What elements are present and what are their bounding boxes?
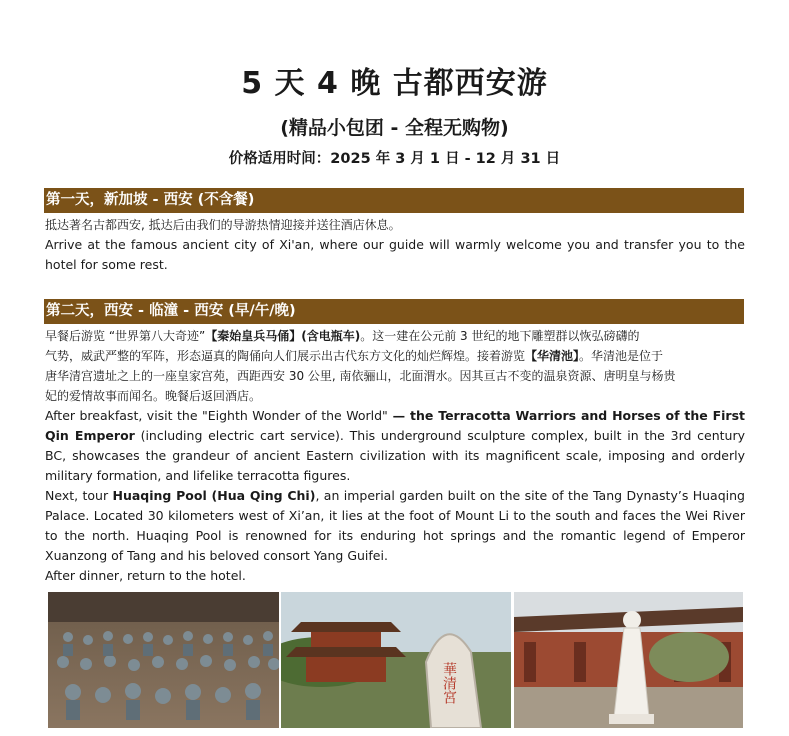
day2-body: [45, 326, 745, 586]
day2-cn-line-4: 妃的爱情故事而闻名。晚餐后返回酒店。: [45, 389, 262, 403]
stone-inscription: 華清宮: [441, 662, 457, 704]
day1-heading: 第一天，新加坡 - 西安 (不含餐): [44, 188, 744, 213]
day2-en-paragraph-2: Next, tour Huaqing Pool (Hua Qing Chi), an imperial garden built on the site of the Tang Dynasty’s Huaqing Palace. Located 30 kilometers west of Xi’an, it lies at the foot of Mount Li to the south and faces the Wei River to the north. Huaqing Pool is renowned for its enduring hot springs and the romantic legend of Emperor Xuanzong of Tang and his beloved consort Yang Guifei.: [45, 488, 745, 563]
day1-en-text: Arrive at the famous ancient city of Xi'an, where our guide will warmly welcome you and transfer you to the hotel for some rest.: [45, 237, 745, 272]
terracotta-army-photo: [48, 592, 279, 728]
day1-body: [45, 215, 745, 275]
photo-strip: [48, 592, 743, 728]
terracotta-highlight: 【秦始皇兵马俑】(含电瓶车): [205, 329, 361, 343]
huaqing-highlight: 【华清池】: [525, 349, 580, 363]
day2-cn-line-2: 气势，威武严整的军阵，形态逼真的陶俑向人们展示出古代东方文化的灿烂辉煌。接着游览【华清池】。华清池是位于: [45, 349, 664, 363]
day2-cn-line-1: 早餐后游览 “世界第八大奇迹”【秦始皇兵马俑】(含电瓶车)。这一建在公元前 3 世纪的地下雕塑群以恢弘磅礴的: [45, 329, 640, 343]
document-subtitle: (精品小包团 - 全程无购物): [280, 117, 509, 139]
price-validity-period: 价格适用时间：2025 年 3 月 1 日 - 12 月 31 日: [228, 151, 561, 167]
day2-cn-line-3: 唐华清宫遗址之上的一座皇家宫苑，西距西安 30 公里, 南依骊山，北面渭水。因其亘古不变的温泉资源、唐明皇与杨贵: [45, 369, 676, 383]
yang-guifei-statue-photo: [514, 592, 743, 728]
document-title: 5 天 4 晚 古都西安游: [241, 66, 548, 101]
huaqing-palace-photo: [281, 592, 511, 728]
day2-en-paragraph-3: After dinner, return to the hotel.: [45, 568, 246, 583]
day1-cn-text: 抵达著名古都西安, 抵达后由我们的导游热情迎接并送往酒店休息。: [45, 218, 401, 232]
day2-heading: 第二天，西安 - 临潼 - 西安 (早/午/晚): [44, 299, 744, 324]
day2-en-paragraph-1: After breakfast, visit the "Eighth Wonder of the World" — the Terracotta Warriors and Horses of the First Qin Emperor (including electric cart service). This underground sculpture complex, built in the 3rd century BC, showcases the grandeur of ancient Eastern civilization with its magnificent scale, imposing and orderly military formation, and lifelike terracotta figures.: [45, 408, 746, 483]
